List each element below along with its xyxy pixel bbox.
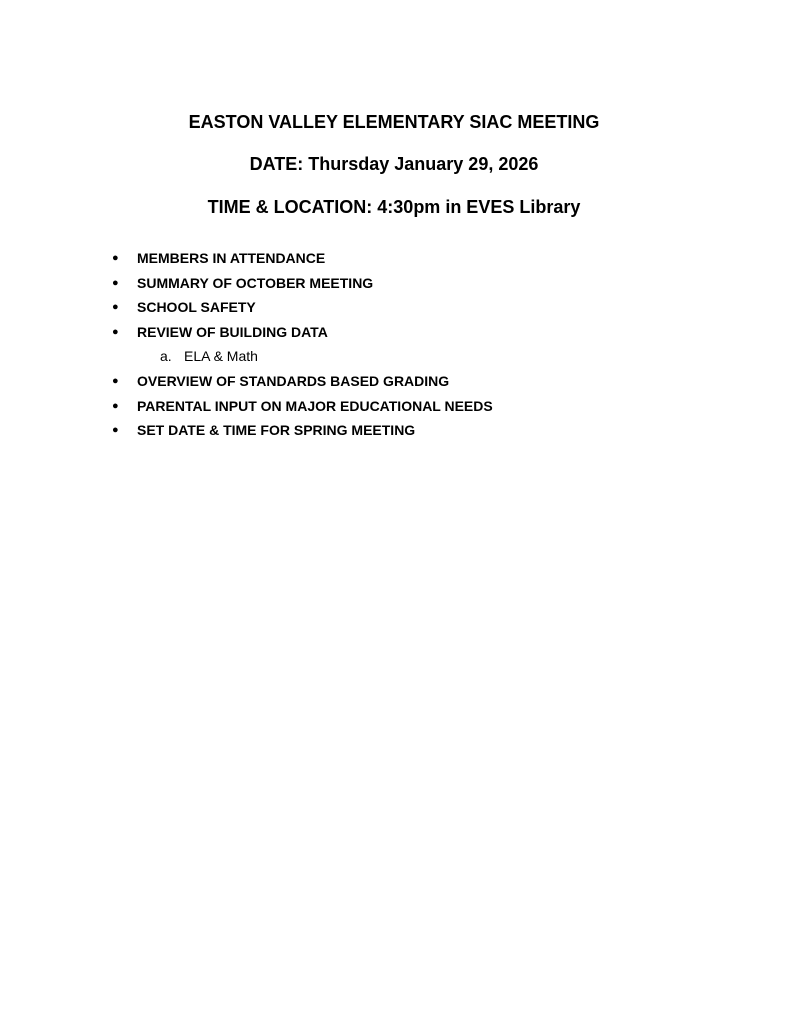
subitem-marker: a. xyxy=(160,348,172,364)
subitem-label: ELA & Math xyxy=(184,348,258,364)
meeting-title: EASTON VALLEY ELEMENTARY SIAC MEETING xyxy=(188,112,600,132)
meeting-time-location: TIME & LOCATION: 4:30pm in EVES Library xyxy=(207,197,581,217)
bullet-icon: ● xyxy=(112,277,119,289)
agenda-item-label: SCHOOL SAFETY xyxy=(137,299,256,315)
bullet-icon: ● xyxy=(112,424,119,436)
bullet-icon: ● xyxy=(112,400,119,412)
agenda-item-label: MEMBERS IN ATTENDANCE xyxy=(137,250,326,266)
bullet-icon: ● xyxy=(112,326,119,338)
meeting-date: DATE: Thursday January 29, 2026 xyxy=(249,154,539,174)
agenda-item-building-data xyxy=(0,322,788,342)
agenda-item-spring-meeting xyxy=(0,420,788,440)
agenda-item-label: SUMMARY OF OCTOBER MEETING xyxy=(137,275,374,291)
agenda-subitem-ela-math xyxy=(0,346,788,366)
agenda-item-grading xyxy=(0,371,788,391)
agenda-item-label: OVERVIEW OF STANDARDS BASED GRADING xyxy=(137,373,450,389)
agenda-item-members xyxy=(0,248,788,268)
agenda-item-summary xyxy=(0,273,788,293)
agenda-item-label: PARENTAL INPUT ON MAJOR EDUCATIONAL NEEDS xyxy=(137,398,493,414)
agenda-item-safety xyxy=(0,297,788,317)
bullet-icon: ● xyxy=(112,301,119,313)
agenda-item-label: SET DATE & TIME FOR SPRING MEETING xyxy=(137,422,416,438)
bullet-icon: ● xyxy=(112,252,119,264)
agenda-item-label: REVIEW OF BUILDING DATA xyxy=(137,324,328,340)
agenda-item-parental-input xyxy=(0,396,788,416)
bullet-icon: ● xyxy=(112,375,119,387)
